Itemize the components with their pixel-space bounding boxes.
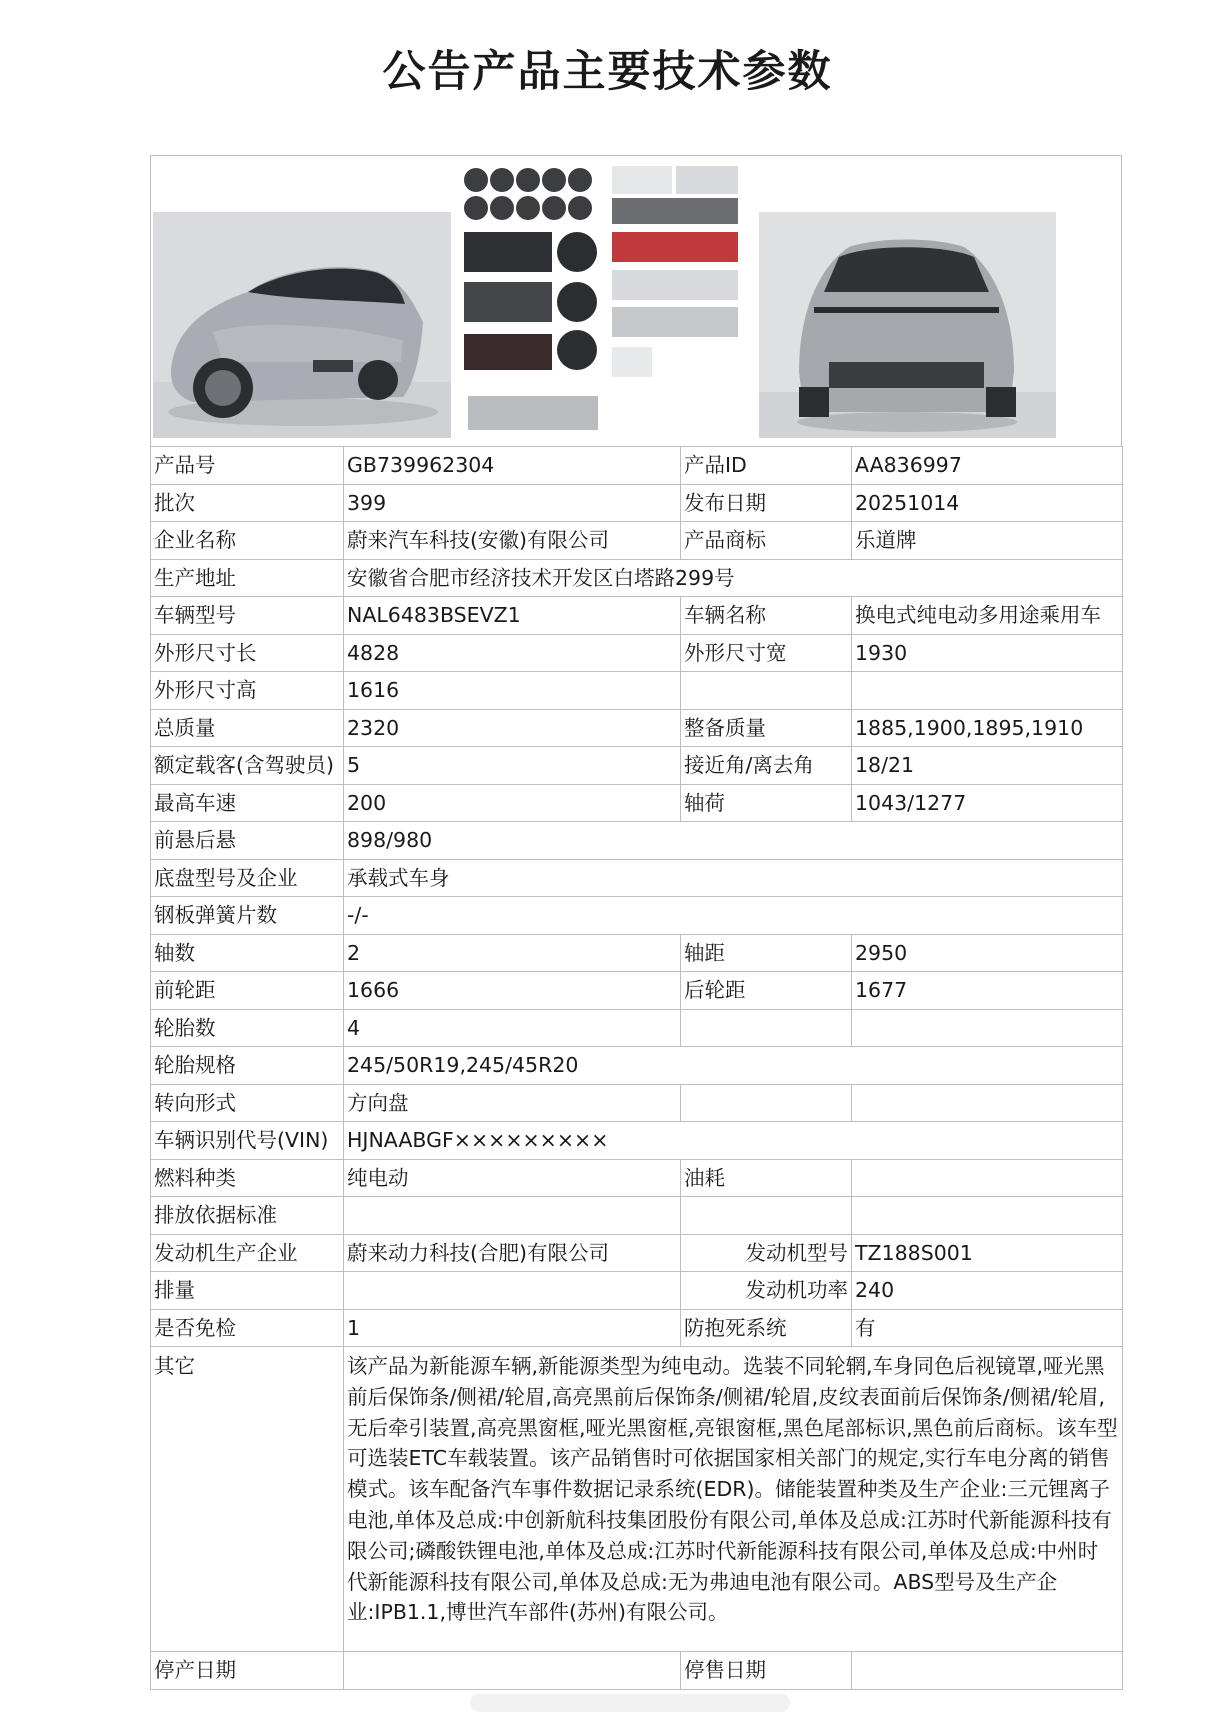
row-label: 轴距 [681, 934, 852, 972]
row-value [852, 1197, 1123, 1235]
row-value: 20251014 [852, 484, 1123, 522]
row-value: 1666 [344, 972, 681, 1010]
row-label: 防抱死系统 [681, 1309, 852, 1347]
row-label: 产品ID [681, 447, 852, 485]
table-row [151, 747, 1123, 785]
row-label: 总质量 [151, 709, 344, 747]
table-row [151, 709, 1123, 747]
row-value: 1616 [344, 672, 681, 710]
row-value: AA836997 [852, 447, 1123, 485]
table-row [151, 1347, 1123, 1652]
row-value [852, 1159, 1123, 1197]
row-label: 燃料种类 [151, 1159, 344, 1197]
row-label: 额定载客(含驾驶员) [151, 747, 344, 785]
row-label: 批次 [151, 484, 344, 522]
table-row [151, 1159, 1123, 1197]
watermark-bar [470, 1690, 790, 1716]
row-value: 245/50R19,245/45R20 [344, 1047, 1123, 1085]
table-row [151, 1122, 1123, 1160]
row-label: 发布日期 [681, 484, 852, 522]
table-row [151, 1272, 1123, 1310]
row-value: 240 [852, 1272, 1123, 1310]
row-label [681, 672, 852, 710]
row-label [681, 1084, 852, 1122]
page-title: 公告产品主要技术参数 [382, 47, 833, 97]
table-row [151, 522, 1123, 560]
row-value: 5 [344, 747, 681, 785]
table-row [151, 634, 1123, 672]
row-value: 2 [344, 934, 681, 972]
row-value [852, 672, 1123, 710]
car-front-photo [153, 212, 451, 438]
row-value: 纯电动 [344, 1159, 681, 1197]
row-value: 1677 [852, 972, 1123, 1010]
table-row [151, 1047, 1123, 1085]
row-label: 发动机型号 [681, 1234, 852, 1272]
row-label: 生产地址 [151, 559, 344, 597]
row-label: 产品号 [151, 447, 344, 485]
row-label: 油耗 [681, 1159, 852, 1197]
row-value: HJNAABGF××××××××× [344, 1122, 1123, 1160]
row-label: 发动机功率 [681, 1272, 852, 1310]
row-label: 排放依据标准 [151, 1197, 344, 1235]
row-value [344, 1197, 681, 1235]
row-value: NAL6483BSEVZ1 [344, 597, 681, 635]
row-value: 18/21 [852, 747, 1123, 785]
options-collage [462, 162, 758, 438]
row-label: 底盘型号及企业 [151, 859, 344, 897]
row-label: 外形尺寸宽 [681, 634, 852, 672]
row-value: 1930 [852, 634, 1123, 672]
row-label: 前轮距 [151, 972, 344, 1010]
row-value [344, 1272, 681, 1310]
row-label: 前悬后悬 [151, 822, 344, 860]
row-label: 轮胎数 [151, 1009, 344, 1047]
row-value: 乐道牌 [852, 522, 1123, 560]
table-row [151, 934, 1123, 972]
row-label: 车辆型号 [151, 597, 344, 635]
table-row [151, 897, 1123, 935]
row-value: 898/980 [344, 822, 1123, 860]
row-label: 排量 [151, 1272, 344, 1310]
row-value: 蔚来汽车科技(安徽)有限公司 [344, 522, 681, 560]
spec-table [150, 446, 1123, 1690]
row-label: 车辆名称 [681, 597, 852, 635]
row-label: 停售日期 [681, 1652, 852, 1690]
row-label [681, 1197, 852, 1235]
row-value: 2320 [344, 709, 681, 747]
table-row [151, 784, 1123, 822]
table-row [151, 972, 1123, 1010]
row-value [852, 1652, 1123, 1690]
row-value: -/- [344, 897, 1123, 935]
row-label: 外形尺寸高 [151, 672, 344, 710]
table-row [151, 484, 1123, 522]
row-value: 200 [344, 784, 681, 822]
table-row [151, 1009, 1123, 1047]
row-label: 接近角/离去角 [681, 747, 852, 785]
row-value: TZ188S001 [852, 1234, 1123, 1272]
row-label: 轮胎规格 [151, 1047, 344, 1085]
row-value: 承载式车身 [344, 859, 1123, 897]
row-value: 方向盘 [344, 1084, 681, 1122]
row-value: 2950 [852, 934, 1123, 972]
row-label: 转向形式 [151, 1084, 344, 1122]
table-row [151, 559, 1123, 597]
row-value: 399 [344, 484, 681, 522]
row-label: 车辆识别代号(VIN) [151, 1122, 344, 1160]
table-row [151, 1309, 1123, 1347]
row-value: 1043/1277 [852, 784, 1123, 822]
row-label: 产品商标 [681, 522, 852, 560]
row-value [852, 1084, 1123, 1122]
row-value: 4828 [344, 634, 681, 672]
row-label: 后轮距 [681, 972, 852, 1010]
table-row [151, 1197, 1123, 1235]
row-label: 轴数 [151, 934, 344, 972]
table-row [151, 859, 1123, 897]
table-row [151, 672, 1123, 710]
row-label: 企业名称 [151, 522, 344, 560]
table-row [151, 1234, 1123, 1272]
row-label: 发动机生产企业 [151, 1234, 344, 1272]
row-value [852, 1009, 1123, 1047]
table-row [151, 822, 1123, 860]
row-label: 外形尺寸长 [151, 634, 344, 672]
row-value: 换电式纯电动多用途乘用车 [852, 597, 1123, 635]
table-row [151, 1084, 1123, 1122]
row-value: 安徽省合肥市经济技术开发区白塔路299号 [344, 559, 1123, 597]
row-value: 蔚来动力科技(合肥)有限公司 [344, 1234, 681, 1272]
row-value: 1 [344, 1309, 681, 1347]
row-label: 轴荷 [681, 784, 852, 822]
row-value: 4 [344, 1009, 681, 1047]
row-value: 有 [852, 1309, 1123, 1347]
row-label: 钢板弹簧片数 [151, 897, 344, 935]
row-label: 整备质量 [681, 709, 852, 747]
other-description: 该产品为新能源车辆,新能源类型为纯电动。选装不同轮辋,车身同色后视镜罩,哑光黑前后保饰条/侧裙/轮眉,高亮黑前后保饰条/侧裙/轮眉,皮纹表面前后保饰条/侧裙/轮眉,无后牵引装置,高亮黑窗框,哑光黑窗框,亮银窗框,黑色尾部标识,黑色前后商标。该车型可选装ETC车载装置。该产品销售时可依据国家相关部门的规定,实行车电分离的销售模式。该车配备汽车事件数据记录系统(EDR)。储能装置种类及生产企业:三元锂离子电池,单体及总成:中创新航科技集团股份有限公司,单体及总成:江苏时代新能源科技有限公司;磷酸铁锂电池,单体及总成:江苏时代新能源科技有限公司,单体及总成:中州时代新能源科技有限公司,单体及总成:无为弗迪电池有限公司。ABS型号及生产企业:IPB1.1,博世汽车部件(苏州)有限公司。 [344, 1347, 1123, 1652]
row-label: 停产日期 [151, 1652, 344, 1690]
photo-row [150, 155, 1122, 446]
row-label: 其它 [151, 1347, 344, 1652]
row-label: 是否免检 [151, 1309, 344, 1347]
table-row [151, 1652, 1123, 1690]
table-row [151, 447, 1123, 485]
row-value: 1885,1900,1895,1910 [852, 709, 1123, 747]
car-rear-photo [759, 212, 1056, 438]
row-label [681, 1009, 852, 1047]
row-label: 最高车速 [151, 784, 344, 822]
spec-sheet [150, 155, 1122, 1690]
row-value [344, 1652, 681, 1690]
table-row [151, 597, 1123, 635]
row-value: GB739962304 [344, 447, 681, 485]
